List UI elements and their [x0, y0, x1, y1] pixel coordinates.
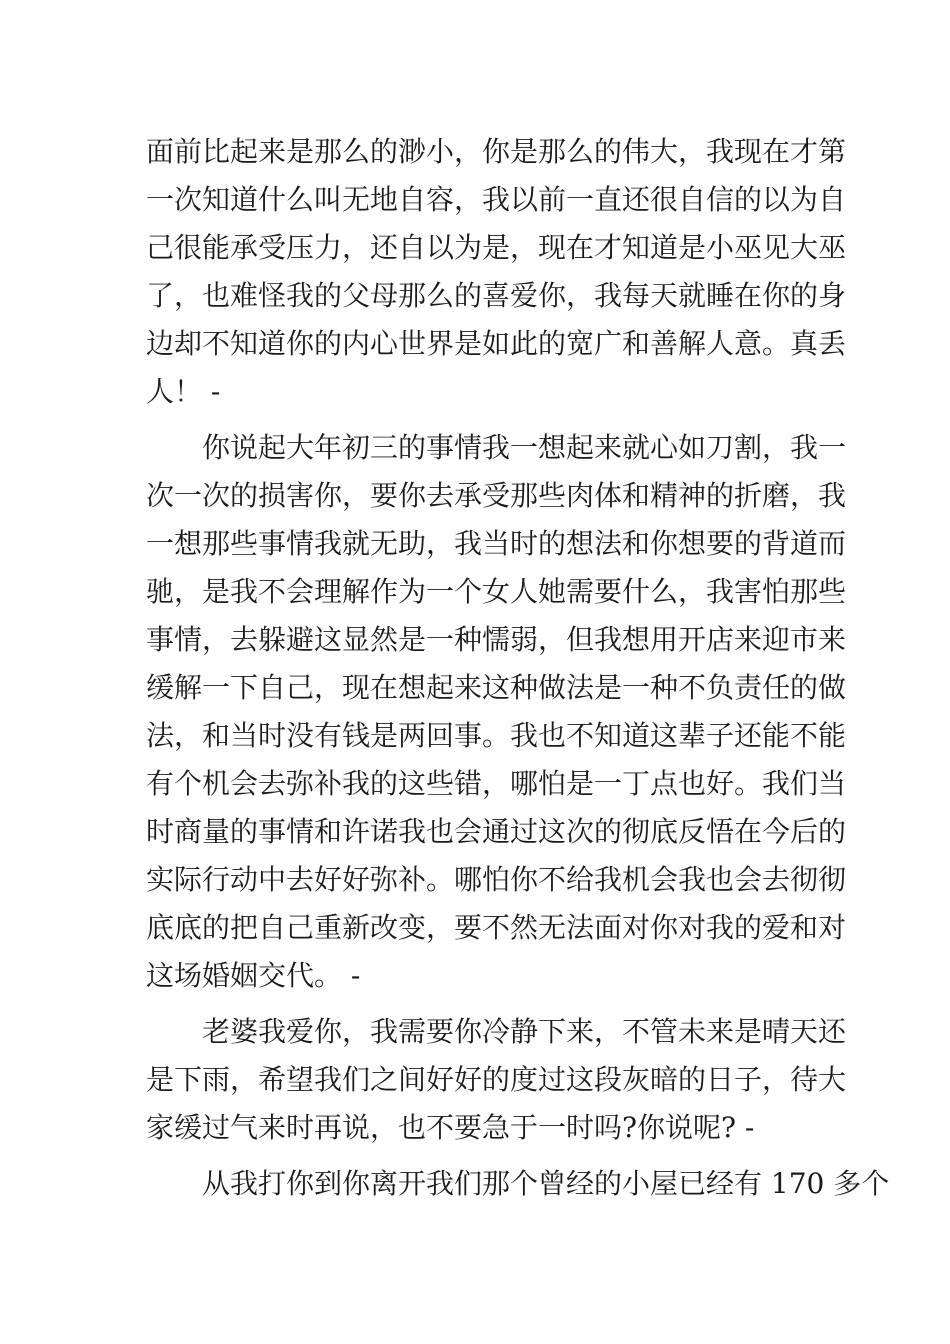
text-line: 缓解一下自己，现在想起来这种做法是一种不负责任的做 [146, 671, 847, 704]
text-line: 面前比起来是那么的渺小，你是那么的伟大，我现在才第 [146, 135, 847, 168]
text-line: 一想那些事情我就无助，我当时的想法和你想要的背道而 [146, 527, 847, 560]
text-line: 边却不知道你的内心世界是如此的宽广和善解人意。真丢 [146, 327, 847, 360]
text-line: 实际行动中去好好弥补。哪怕你不给我机会我也会去彻彻 [146, 863, 847, 896]
text-line: 法，和当时没有钱是两回事。我也不知道这辈子还能不能 [146, 719, 847, 752]
text-line: 有个机会去弥补我的这些错，哪怕是一丁点也好。我们当 [146, 767, 847, 800]
paragraph-first-line: 从我打你到你离开我们那个曾经的小屋已经有 170 多个 [202, 1167, 890, 1200]
text-line: 了，也难怪我的父母那么的喜爱你，我每天就睡在你的身 [146, 279, 847, 312]
text-line: 时商量的事情和许诺我也会通过这次的彻底反悟在今后的 [146, 815, 847, 848]
text-line: 事情，去躲避这显然是一种懦弱，但我想用开店来迎市来 [146, 623, 847, 656]
text-line: 家缓过气来时再说，也不要急于一时吗?你说呢? - [146, 1111, 755, 1144]
text-line: 一次知道什么叫无地自容，我以前一直还很自信的以为自 [146, 183, 847, 216]
text-line: 驰，是我不会理解作为一个女人她需要什么，我害怕那些 [146, 575, 847, 608]
text-line: 底底的把自己重新改变，要不然无法面对你对我的爱和对 [146, 911, 847, 944]
text-line: 己很能承受压力，还自以为是，现在才知道是小巫见大巫 [146, 231, 847, 264]
text-line: 次一次的损害你，要你去承受那些肉体和精神的折磨，我 [146, 479, 847, 512]
text-line: 这场婚姻交代。 - [146, 959, 361, 992]
text-line: 是下雨，希望我们之间好好的度过这段灰暗的日子，待大 [146, 1063, 847, 1096]
text-line: 人！ - [146, 375, 221, 408]
paragraph-first-line: 你说起大年初三的事情我一想起来就心如刀割，我一 [202, 431, 847, 464]
paragraph-first-line: 老婆我爱你，我需要你冷静下来，不管未来是晴天还 [202, 1015, 847, 1048]
